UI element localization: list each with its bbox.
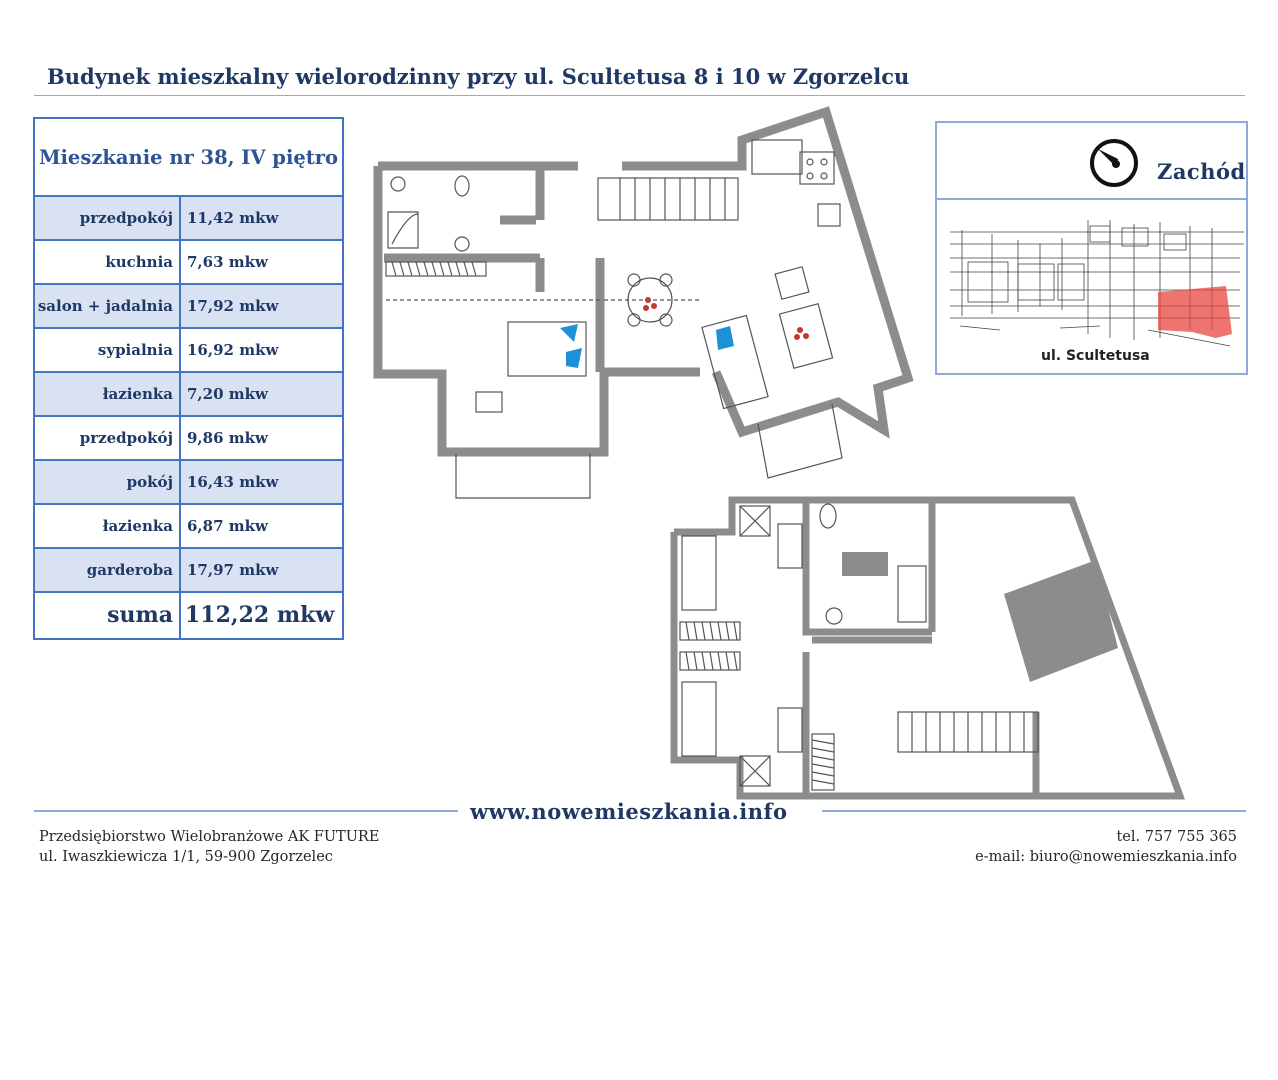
room-name: przedpokój xyxy=(35,417,181,459)
total-label: suma xyxy=(35,593,181,638)
room-name: łazienka xyxy=(35,505,181,547)
compass-icon xyxy=(1088,137,1140,189)
room-name: kuchnia xyxy=(35,241,181,283)
room-name: sypialnia xyxy=(35,329,181,371)
room-name: garderoba xyxy=(35,549,181,591)
table-row xyxy=(35,373,342,417)
room-area: 17,97 mkw xyxy=(187,561,279,579)
table-row xyxy=(35,549,342,593)
floor-plan-upper-level xyxy=(660,490,1190,800)
room-name: łazienka xyxy=(35,373,181,415)
room-area-table xyxy=(33,117,344,640)
plan-fixtures xyxy=(680,504,1038,790)
room-name: przedpokój xyxy=(35,197,181,239)
table-row xyxy=(35,461,342,505)
room-area: 17,92 mkw xyxy=(187,297,279,315)
table-row xyxy=(35,505,342,549)
phone-number: tel. 757 755 365 xyxy=(1116,829,1237,845)
apartment-highlight xyxy=(1158,286,1232,338)
table-row xyxy=(35,285,342,329)
room-area: 7,63 mkw xyxy=(187,253,268,271)
orientation-direction: Zachód xyxy=(1157,159,1246,184)
room-area: 16,43 mkw xyxy=(187,473,279,491)
company-name: Przedsiębiorstwo Wielobranżowe AK FUTURE xyxy=(39,829,380,845)
floor-plan-lower-level xyxy=(360,100,920,510)
orientation-divider xyxy=(937,198,1246,200)
footer-rule-right xyxy=(822,810,1246,812)
room-area: 16,92 mkw xyxy=(187,341,279,359)
room-area: 6,87 mkw xyxy=(187,517,268,535)
plan-fixtures xyxy=(386,140,842,498)
table-row xyxy=(35,241,342,285)
apartment-heading: Mieszkanie nr 38, IV piętro xyxy=(35,119,342,197)
plan-walls xyxy=(378,112,908,452)
table-block xyxy=(842,552,888,576)
site-plan xyxy=(944,213,1244,351)
room-name: pokój xyxy=(35,461,181,503)
total-area: 112,22 mkw xyxy=(185,602,335,628)
email-address[interactable]: e-mail: biuro@nowemieszkania.info xyxy=(975,849,1237,865)
room-name: salon + jadalnia xyxy=(35,285,181,327)
website-link[interactable]: www.nowemieszkania.info xyxy=(470,799,788,824)
street-label: ul. Scultetusa xyxy=(1041,348,1150,364)
total-row xyxy=(35,593,342,638)
room-area: 7,20 mkw xyxy=(187,385,268,403)
table-row xyxy=(35,197,342,241)
header-divider xyxy=(34,95,1245,96)
room-area: 9,86 mkw xyxy=(187,429,268,447)
table-row xyxy=(35,417,342,461)
footer-rule-left xyxy=(34,810,458,812)
room-area: 11,42 mkw xyxy=(187,209,279,227)
document-title: Budynek mieszkalny wielorodzinny przy ul. Scultetusa 8 i 10 w Zgorzelcu xyxy=(47,64,910,89)
company-address: ul. Iwaszkiewicza 1/1, 59-900 Zgorzelec xyxy=(39,849,333,865)
table-row xyxy=(35,329,342,373)
